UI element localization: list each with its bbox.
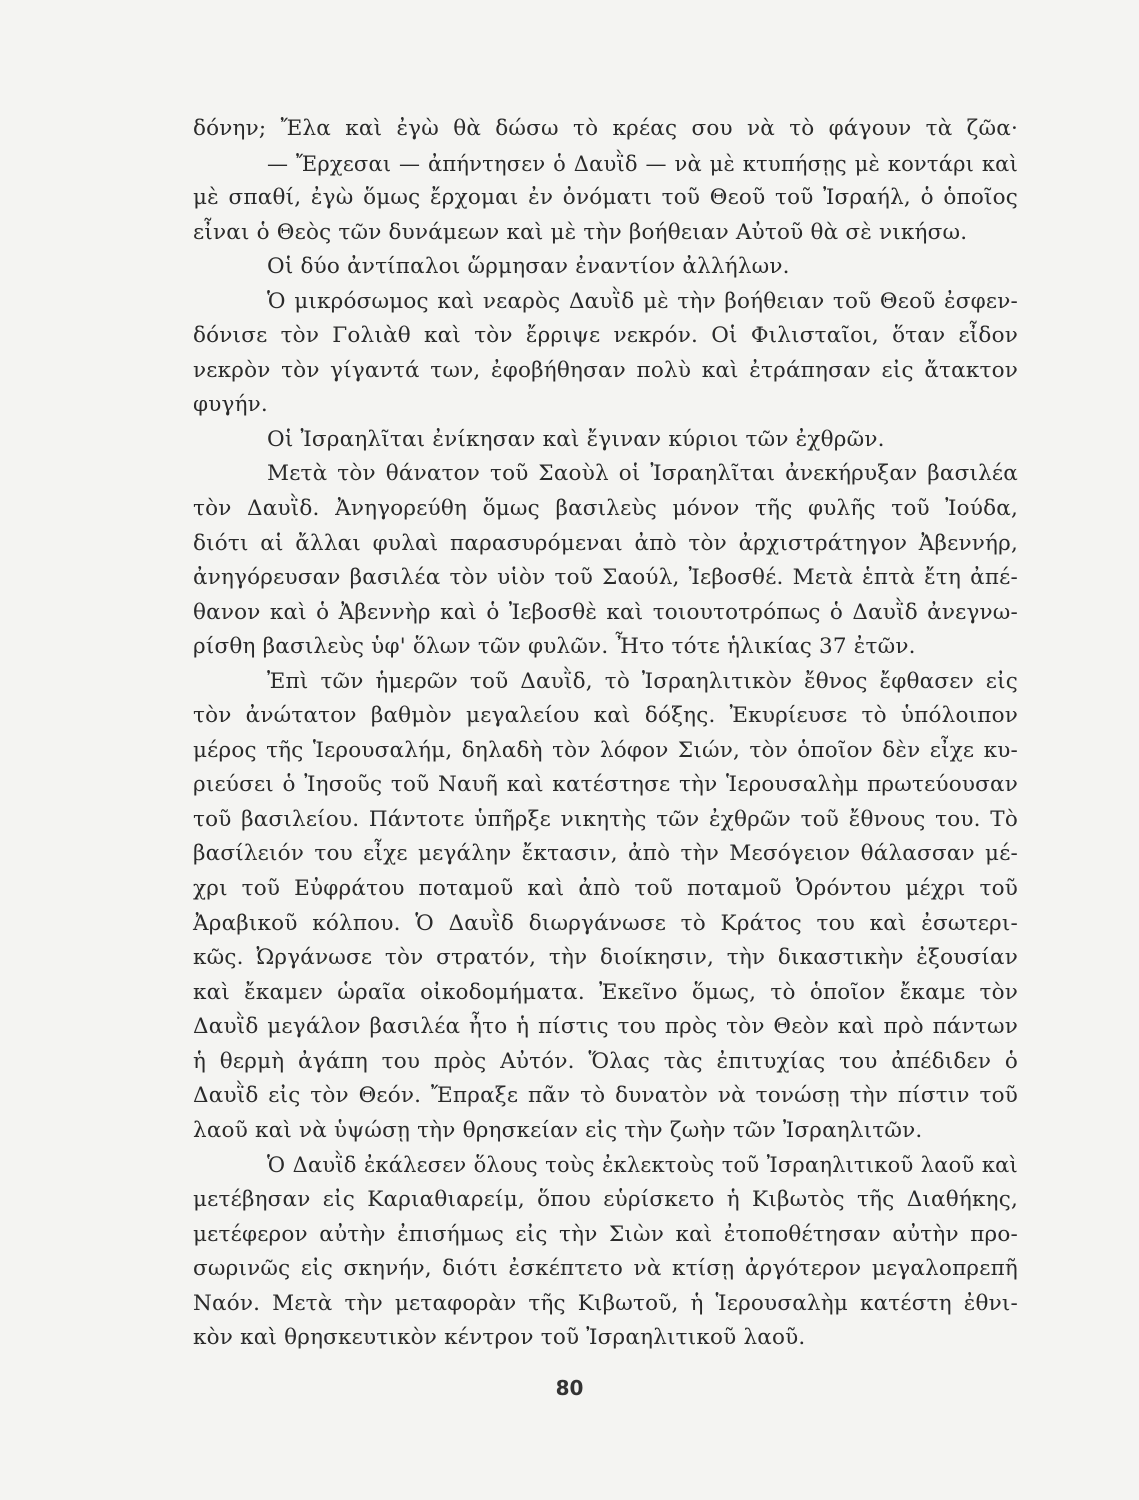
page-number: 80 <box>555 1376 584 1400</box>
text-line: θανον καὶ ὁ Ἀβεννὴρ καὶ ὁ Ἰεβοσθὲ καὶ τοιουτοτρόπως ὁ Δαυῒδ ἀνεγνω- <box>193 599 1018 625</box>
text-line: σωρινῶς εἰς σκηνήν, διότι ἐσκέπτετο νὰ κτίσῃ ἀργότερον μεγαλοπρεπῆ <box>193 1256 1018 1282</box>
text-line: διότι αἱ ἄλλαι φυλαὶ παρασυρόμεναι ἀπὸ τὸν ἀρχιστράτηγον Ἀβεννήρ, <box>193 530 1018 556</box>
text-line: μετέφερον αὐτὴν ἐπισήμως εἰς τὴν Σιὼν καὶ ἐτοποθέτησαν αὐτὴν προ- <box>193 1221 1018 1247</box>
text-line: τὸν Δαυῒδ. Ἀνηγορεύθη ὅμως βασιλεὺς μόνον τῆς φυλῆς τοῦ Ἰούδα, <box>193 496 1018 522</box>
text-line: χρι τοῦ Εὐφράτου ποταμοῦ καὶ ἀπὸ τοῦ ποταμοῦ Ὀρόντου μέχρι τοῦ <box>193 876 1018 902</box>
text-line: κῶς. Ὠργάνωσε τὸν στρατόν, τὴν διοίκησιν, τὴν δικαστικὴν ἐξουσίαν <box>193 945 1018 971</box>
text-line: ρίσθη βασιλεὺς ὑφ' ὅλων τῶν φυλῶν. Ἦτο τότε ἡλικίας 37 ἐτῶν. <box>193 634 916 660</box>
text-line: τοῦ βασιλείου. Πάντοτε ὑπῆρξε νικητὴς τῶν ἐχθρῶν τοῦ ἔθνους του. Τὸ <box>193 806 1018 832</box>
text-line: Ὁ μικρόσωμος καὶ νεαρὸς Δαυῒδ μὲ τὴν βοήθειαν τοῦ Θεοῦ ἐσφεν- <box>267 288 1018 314</box>
text-line: Ναόν. Μετὰ τὴν μεταφορὰν τῆς Κιβωτοῦ, ἡ Ἱερουσαλὴμ κατέστη ἐθνι- <box>193 1290 1018 1316</box>
text-line: καὶ ἔκαμεν ὡραῖα οἰκοδομήματα. Ἐκεῖνο ὅμως, τὸ ὁποῖον ἔκαμε τὸν <box>193 979 1018 1005</box>
text-line: λαοῦ καὶ νὰ ὑψώσῃ τὴν θρησκείαν εἰς τὴν ζωὴν τῶν Ἰσραηλιτῶν. <box>193 1117 923 1143</box>
text-line: φυγήν. <box>193 392 268 418</box>
text-line: Ἐπὶ τῶν ἡμερῶν τοῦ Δαυῒδ, τὸ Ἰσραηλιτικὸν ἔθνος ἔφθασεν εἰς <box>267 668 1018 694</box>
text-line: εἶναι ὁ Θεὸς τῶν δυνάμεων καὶ μὲ τὴν βοήθειαν Αὐτοῦ θὰ σὲ νικήσω. <box>193 219 968 245</box>
text-line: βασίλειόν του εἶχε μεγάλην ἔκτασιν, ἀπὸ τὴν Μεσόγειον θάλασσαν μέ- <box>193 841 1018 867</box>
text-line: ριεύσει ὁ Ἰησοῦς τοῦ Ναυῆ καὶ κατέστησε τὴν Ἱερουσαλὴμ πρωτεύουσαν <box>193 772 1018 798</box>
text-line: Δαυῒδ εἰς τὸν Θεόν. Ἔπραξε πᾶν τὸ δυνατὸν νὰ τονώσῃ τὴν πίστιν τοῦ <box>193 1083 1018 1109</box>
text-line: — Ἔρχεσαι — ἀπήντησεν ὁ Δαυῒδ — νὰ μὲ κτυπήσῃς μὲ κοντάρι καὶ <box>267 151 1018 176</box>
text-line: νεκρὸν τὸν γίγαντά των, ἐφοβήθησαν πολὺ καὶ ἐτράπησαν εἰς ἄτακτον <box>193 357 1018 383</box>
text-line: μέρος τῆς Ἱερουσαλήμ, δηλαδὴ τὸν λόφον Σιών, τὸν ὁποῖον δὲν εἶχε κυ- <box>193 737 1018 763</box>
text-line: Δαυῒδ μεγάλον βασιλέα ἦτο ἡ πίστις του πρὸς τὸν Θεὸν καὶ πρὸ πάντων <box>193 1014 1018 1040</box>
text-line: Οἱ Ἰσραηλῖται ἐνίκησαν καὶ ἔγιναν κύριοι τῶν ἐχθρῶν. <box>267 426 885 452</box>
text-line: δόνην; Ἔλα καὶ ἐγὼ θὰ δώσω τὸ κρέας σου νὰ τὸ φάγουν τὰ ζῶα· <box>193 116 1018 141</box>
text-line: ἀνηγόρευσαν βασιλέα τὸν υἱὸν τοῦ Σαούλ, Ἰεβοσθέ. Μετὰ ἑπτὰ ἔτη ἀπέ- <box>193 565 1018 591</box>
text-line: Ὁ Δαυῒδ ἐκάλεσεν ὅλους τοὺς ἐκλεκτοὺς τοῦ Ἰσραηλιτικοῦ λαοῦ καὶ <box>267 1153 1018 1178</box>
text-line: Ἀραβικοῦ κόλπου. Ὁ Δαυῒδ διωργάνωσε τὸ Κράτος του καὶ ἐσωτερι- <box>193 910 1018 936</box>
text-line: μὲ σπαθί, ἐγὼ ὅμως ἔρχομαι ἐν ὀνόματι τοῦ Θεοῦ τοῦ Ἰσραήλ, ὁ ὁποῖος <box>193 185 1018 211</box>
text-line: Μετὰ τὸν θάνατον τοῦ Σαοὺλ οἱ Ἰσραηλῖται ἀνεκήρυξαν βασιλέα <box>267 461 1018 487</box>
text-line: δόνισε τὸν Γολιὰθ καὶ τὸν ἔρριψε νεκρόν. Οἱ Φιλισταῖοι, ὅταν εἶδον <box>193 323 1018 349</box>
text-line: Οἱ δύο ἀντίπαλοι ὥρμησαν ἐναντίον ἀλλήλων. <box>267 254 790 280</box>
text-line: κὸν καὶ θρησκευτικὸν κέντρον τοῦ Ἰσραηλιτικοῦ λαοῦ. <box>193 1325 806 1351</box>
text-line: τὸν ἀνώτατον βαθμὸν μεγαλείου καὶ δόξης. Ἐκυρίευσε τὸ ὑπόλοιπον <box>193 703 1018 729</box>
text-line: ἡ θερμὴ ἀγάπη του πρὸς Αὐτόν. Ὅλας τὰς ἐπιτυχίας του ἀπέδιδεν ὁ <box>193 1048 1018 1074</box>
body-text <box>193 112 1018 1356</box>
text-line: μετέβησαν εἰς Καριαθιαρείμ, ὅπου εὑρίσκετο ἡ Κιβωτὸς τῆς Διαθήκης, <box>193 1186 1018 1212</box>
